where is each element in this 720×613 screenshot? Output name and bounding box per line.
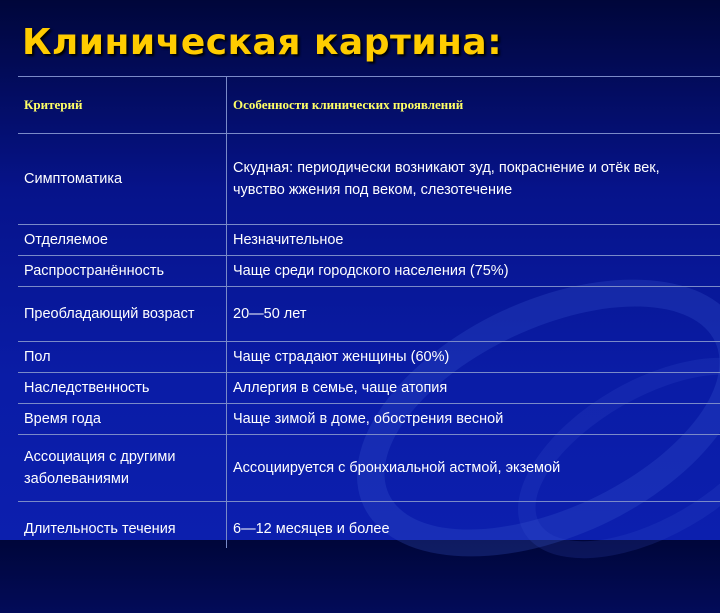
row-criterion: Время года [18, 404, 227, 434]
row-feature: Ассоциируется с бронхиальной астмой, экземой [233, 460, 561, 476]
table-row [18, 256, 720, 287]
row-feature: Аллергия в семье, чаще атопия [233, 380, 448, 396]
row-feature: Скудная: периодически возникают зуд, покраснение и отёк век, чувство жжения под веком, слезотечение [233, 160, 660, 198]
row-criterion: Ассоциация с другими заболеваниями [18, 435, 227, 501]
row-feature: 6—12 месяцев и более [233, 521, 390, 537]
row-criterion: Симптоматика [18, 134, 227, 224]
table-row [18, 435, 720, 502]
table-row [18, 134, 720, 225]
table-row [18, 373, 720, 404]
table-header-row [18, 76, 720, 134]
row-feature: 20—50 лет [233, 306, 307, 322]
table-row [18, 404, 720, 435]
row-criterion: Пол [18, 342, 227, 372]
table-row [18, 225, 720, 256]
header-features: Особенности клинических проявлений [233, 97, 464, 112]
header-criterion: Критерий [18, 77, 227, 133]
row-criterion: Преобладающий возраст [18, 287, 227, 341]
row-feature: Чаще среди городского населения (75%) [233, 263, 509, 279]
clinical-table [18, 76, 720, 548]
row-criterion: Отделяемое [18, 225, 227, 255]
row-feature: Незначительное [233, 232, 344, 248]
row-criterion: Длительность течения [18, 502, 227, 548]
slide-title: Клиническая картина: [22, 22, 503, 63]
row-criterion: Распространённость [18, 256, 227, 286]
table-row [18, 502, 720, 548]
row-feature: Чаще страдают женщины (60%) [233, 349, 450, 365]
table-row [18, 342, 720, 373]
row-feature: Чаще зимой в доме, обострения весной [233, 411, 504, 427]
table-row [18, 287, 720, 342]
row-criterion: Наследственность [18, 373, 227, 403]
